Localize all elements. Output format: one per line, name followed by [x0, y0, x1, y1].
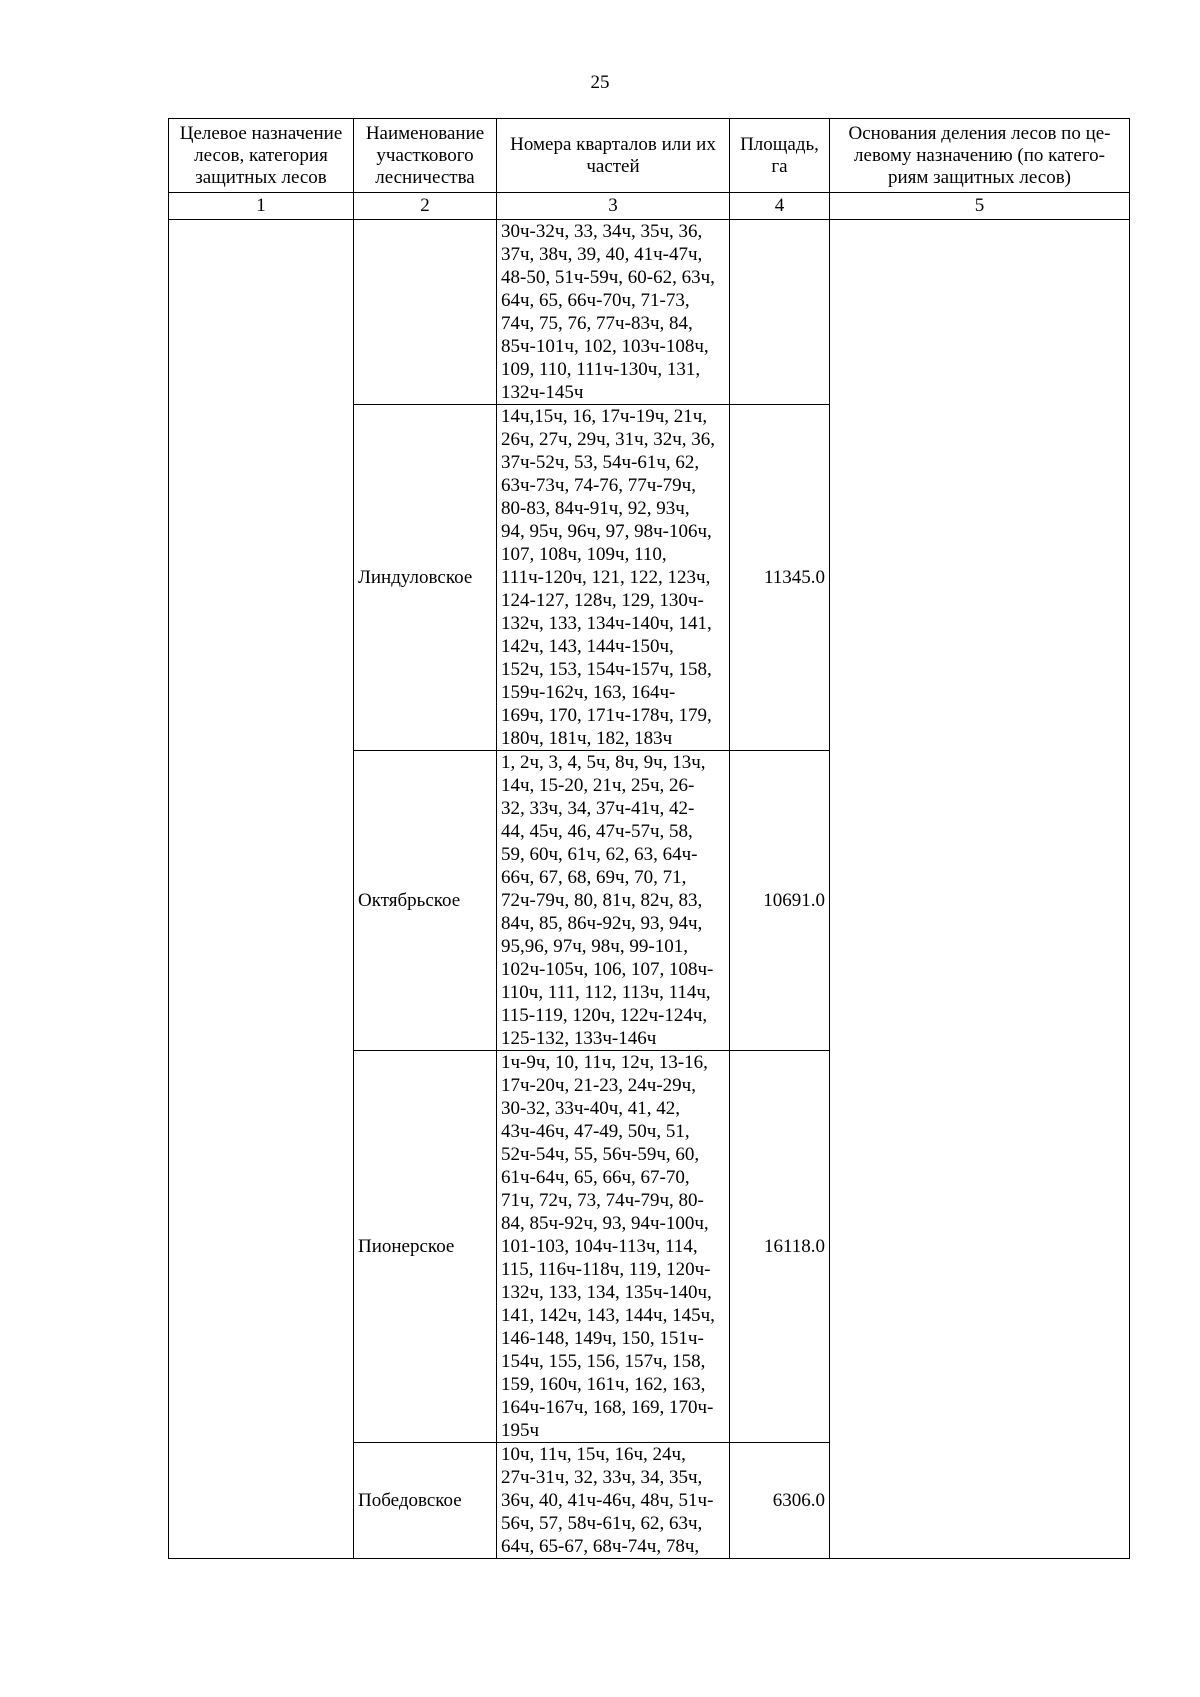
- header-quarters: Номера кварталов или их частей: [497, 119, 730, 193]
- forestry-name-cell: Пионерское: [354, 1051, 497, 1443]
- forestry-name-cell: Октябрьское: [354, 751, 497, 1051]
- basis-cell: [830, 220, 1130, 1559]
- column-number: 2: [354, 193, 497, 220]
- column-number: 1: [169, 193, 354, 220]
- purpose-cell: [169, 220, 354, 1559]
- quarters-cell: 1, 2ч, 3, 4, 5ч, 8ч, 9ч, 13ч, 14ч, 15-20, 21ч, 25ч, 26- 32, 33ч, 34, 37ч-41ч, 42- 44, 45ч, 46, 47ч-57ч, 58, 59, 60ч, 61ч, 62, 63, 64ч- 66ч, 67, 68, 69ч, 70, 71, 72ч-79ч, 80, 81ч, 82ч, 83, 84ч, 85, 86ч-92ч, 93, 94ч, 95,96, 97ч, 98ч, 99-101, 102ч-105ч, 106, 107, 108ч- 110ч, 111, 112, 113ч, 114ч, 115-119, 120ч, 122ч-124ч, 125-132, 133ч-146ч: [497, 751, 730, 1051]
- quarters-cell: 1ч-9ч, 10, 11ч, 12ч, 13-16, 17ч-20ч, 21-23, 24ч-29ч, 30-32, 33ч-40ч, 41, 42, 43ч-46ч, 47-49, 50ч, 51, 52ч-54ч, 55, 56ч-59ч, 60, 61ч-64ч, 65, 66ч, 67-70, 71ч, 72ч, 73, 74ч-79ч, 80- 84, 85ч-92ч, 93, 94ч-100ч, 101-103, 104ч-113ч, 114, 115, 116ч-118ч, 119, 120ч- 132ч, 133, 134, 135ч-140ч, 141, 142ч, 143, 144ч, 145ч, 146-148, 149ч, 150, 151ч- 154ч, 155, 156, 157ч, 158, 159, 160ч, 161ч, 162, 163, 164ч-167ч, 168, 169, 170ч- 195ч: [497, 1051, 730, 1443]
- area-cell: 16118.0: [730, 1051, 830, 1443]
- header-area: Площадь, га: [730, 119, 830, 193]
- table-header-row: [169, 119, 1130, 193]
- forestry-name-cell: Победовское: [354, 1443, 497, 1559]
- quarters-cell: 14ч,15ч, 16, 17ч-19ч, 21ч, 26ч, 27ч, 29ч, 31ч, 32ч, 36, 37ч-52ч, 53, 54ч-61ч, 62, 63ч-73ч, 74-76, 77ч-79ч, 80-83, 84ч-91ч, 92, 93ч, 94, 95ч, 96ч, 97, 98ч-106ч, 107, 108ч, 109ч, 110, 111ч-120ч, 121, 122, 123ч, 124-127, 128ч, 129, 130ч- 132ч, 133, 134ч-140ч, 141, 142ч, 143, 144ч-150ч, 152ч, 153, 154ч-157ч, 158, 159ч-162ч, 163, 164ч- 169ч, 170, 171ч-178ч, 179, 180ч, 181ч, 182, 183ч: [497, 405, 730, 751]
- header-forestry-name: Наименование участкового лесничества: [354, 119, 497, 193]
- column-number: 3: [497, 193, 730, 220]
- column-number-row: [169, 193, 1130, 220]
- table-row: [169, 220, 1130, 405]
- forest-division-table: [168, 118, 1130, 1559]
- quarters-cell: 30ч-32ч, 33, 34ч, 35ч, 36, 37ч, 38ч, 39, 40, 41ч-47ч, 48-50, 51ч-59ч, 60-62, 63ч, 64ч, 65, 66ч-70ч, 71-73, 74ч, 75, 76, 77ч-83ч, 84, 85ч-101ч, 102, 103ч-108ч, 109, 110, 111ч-130ч, 131, 132ч-145ч: [497, 220, 730, 405]
- header-basis: Основания деления лесов по це- левому назначению (по катего- риям защитных лесов): [830, 119, 1130, 193]
- area-cell: [730, 220, 830, 405]
- area-cell: 10691.0: [730, 751, 830, 1051]
- forestry-name-cell: Линдуловское: [354, 405, 497, 751]
- area-cell: 11345.0: [730, 405, 830, 751]
- column-number: 4: [730, 193, 830, 220]
- quarters-cell: 10ч, 11ч, 15ч, 16ч, 24ч, 27ч-31ч, 32, 33ч, 34, 35ч, 36ч, 40, 41ч-46ч, 48ч, 51ч- 56ч, 57, 58ч-61ч, 62, 63ч, 64ч, 65-67, 68ч-74ч, 78ч,: [497, 1443, 730, 1559]
- page-number: 25: [590, 72, 610, 93]
- header-purpose: Целевое назначение лесов, категория защитных лесов: [169, 119, 354, 193]
- column-number: 5: [830, 193, 1130, 220]
- forestry-name-cell: [354, 220, 497, 405]
- area-cell: 6306.0: [730, 1443, 830, 1559]
